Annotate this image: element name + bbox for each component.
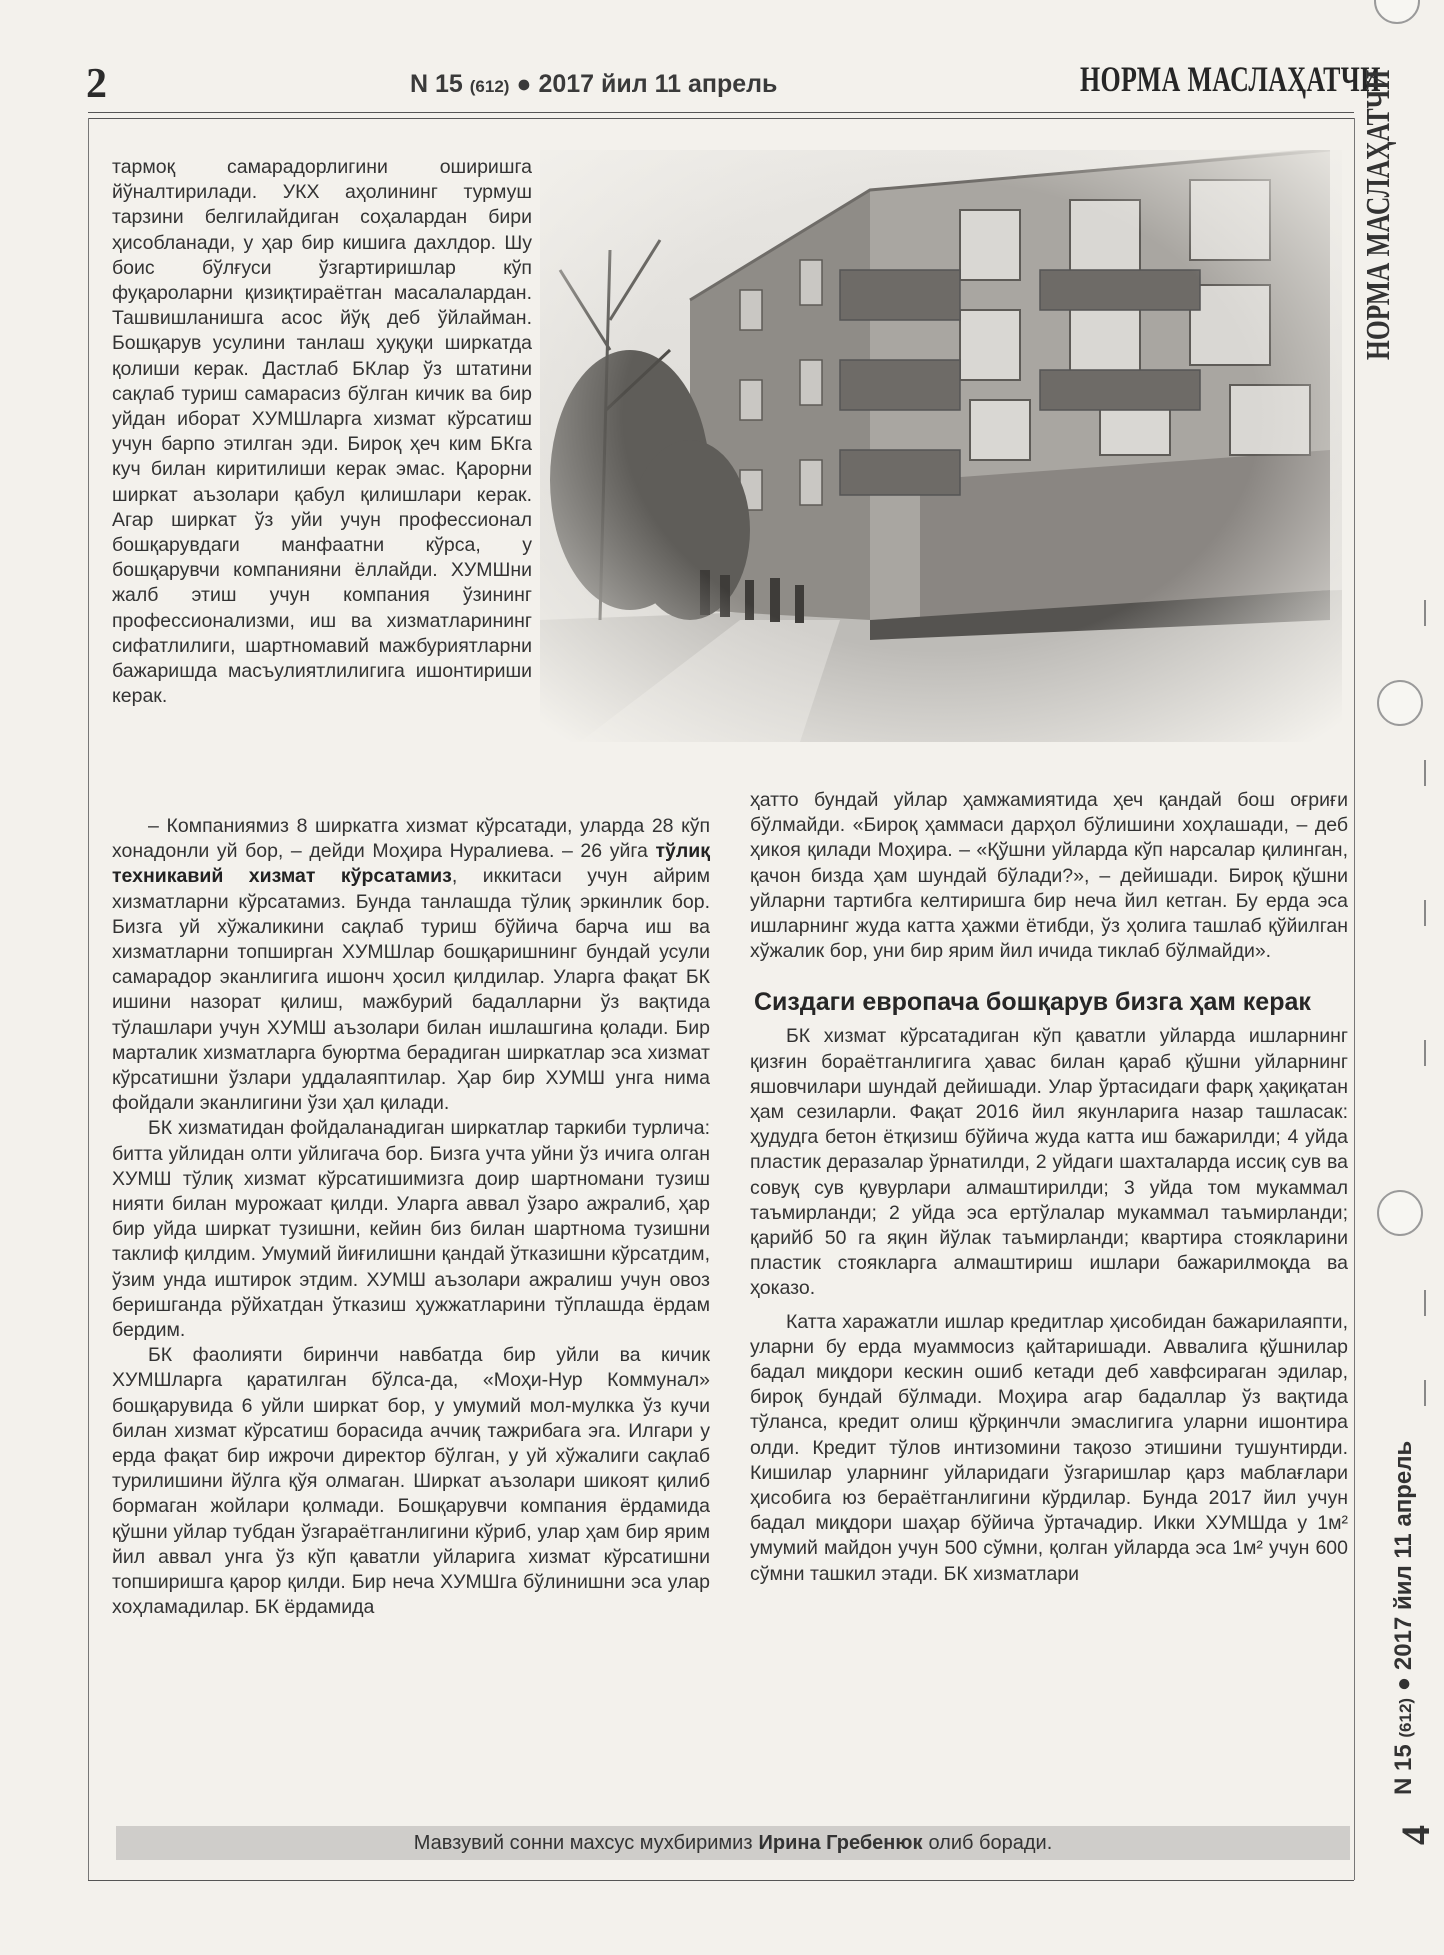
left-border <box>88 118 89 1880</box>
correspondent-name: Ирина Гребенюк <box>758 1831 923 1854</box>
header-rule <box>88 112 1354 113</box>
issue-date: ● 2017 йил 11 апрель <box>516 70 778 98</box>
issue-line <box>410 70 777 99</box>
article-paragraph <box>112 814 710 1116</box>
side-dash <box>1424 1040 1426 1066</box>
article-paragraph: тармоқ самарадорлигини оширишга йўналтирилади. УКХ аҳолининг турмуш тарзини белгилайдиган соҳалардан бири ҳисобланади, у ҳар бир кишига дахлдор. Шу боис бўлғуси ўзгартиришлар кўп фуқароларни қизиқтираётган масалалардан. Ташвишланишга асос йўқ деб ўйлайман. Бошқарув усулини танлаш ҳуқуқи ширкатда қолиши керак. Дастлаб БКлар ўз штатини сақлаб туриш самарасиз бўлган кичик ва бир уйдан иборат ХУМШларга хизмат кўрсатиш учун барпо этилган эди. Бироқ ҳеч ким БКга куч билан киритилиши керак эмас. Қарорни ширкат аъзолари қабул қилишлари керак. Агар ширкат ўз уйи учун профессионал бошқарувдаги манфаатни кўрса, у бошқарувчи компанияни ёллайди. ХУМШни жалб этиш учун компания ўзининг профессионализми, иш ва хизматларининг сифатлилиги, шартномавий мажбуриятларни бажаришда масъулиятлилигига ишонтириши керак. <box>112 156 532 708</box>
article-column-left <box>112 814 710 1621</box>
punch-hole-middle <box>1377 680 1423 726</box>
issue-number: N 15 <box>410 70 463 98</box>
article-column-right <box>750 788 1348 1587</box>
side-issue-serial: (612) <box>1396 1697 1415 1738</box>
side-dash <box>1424 1380 1426 1406</box>
article-paragraph: Катта харажатли ишлар кредитлар ҳисобидан бажарилаяпти, уларни бу ерда муаммосиз қайтаришади. Аввалига қўшнилар бадал миқдори кескин ошиб кетади деб хавфсираган эдилар, бироқ бундай бўлмади. Моҳира агар бадаллар ўз вақтида тўланса, кредит олиш қўрқинчли эмаслигига уларни ишонтира олди. Кредит тўлов интизомини тақозо этишини тушунтирди. Кишилар уларнинг уйларидаги ўзгаришлар қарз маблағлари ҳисобига юз бераётганлигини кўрдилар. Бунда 2017 йил учун бадал миқдори шаҳар бўйича ўртачадир. Икки ХУМШда у 1м² умумий майдон учун 500 сўмни, қолган уйларда эса 1м² учун 600 сўмни ташкил этади. БК хизматлари <box>750 1310 1348 1585</box>
article-column-top <box>112 155 532 709</box>
bottom-rule <box>88 1880 1354 1881</box>
side-page-number: 4 <box>1393 1825 1438 1845</box>
side-issue-date: ● 2017 йил 11 апрель <box>1390 1440 1417 1692</box>
side-issue-number: N 15 <box>1390 1744 1417 1795</box>
newspaper-masthead: НОРМА МАСЛАҲАТЧИ <box>1080 59 1381 99</box>
apartment-building-photo <box>540 150 1342 742</box>
article-paragraph: БК фаолияти биринчи навбатда бир уйли ва кичик ХУМШларга қаратилган бўлса-да, «Моҳи-Нур Коммунал» бошқарувида 6 уйли ширкат бор, у умумий мол-мулкка ўз кучи билан хизмат кўрсатиш борасида аччиқ тажрибага эга. Илгари у ерда фақат бир ижрочи директор бўлган, у уй хўжалиги сақлаб турилишини йўлга қўя олмаган. Ширкат аъзолари шикоят қилиб бормаган жойлари қолмади. Бошқарувчи компания ёрдамида қўшни уйлар тубдан ўзгараётганлигини кўриб, улар ҳам бир ярим йил аввал унга ўз кўп қаватли уйларига хизмат кўрсатишни топширишга қарор қилди. Бир неча ХУМШга бўлинишни эса улар хоҳламадилар. БК ёрдамида <box>112 1344 710 1619</box>
bold-phrase: тўлиқ техникавий хизмат кўрсатамиз <box>112 840 710 888</box>
footer-text: олиб боради. <box>928 1831 1053 1854</box>
text-run: , иккитаси учун айрим хизматларни кўрсатамиз. Бунда танлашда тўлиқ эркинлик бор. Бизга уй хўжаликини сақлаб туриш бўйича барча иш ва хизматларни топширган ХУМШлар бошқаришнинг бундай усули самарадор эканлигига ишонч ҳосил қилдилар. Уларга фақат БК ишини назорат қилиш, мажбурий бадалларни ўз вақтида тўлашлари учун ХУМШ аъзолари билан ишлашгина қолади. Бир марталик хизматларга буюртма берадиган ширкатлар эса хизмат кўрсатишни ўзлари уддалаяптилар. Ҳар бир ХУМШ унга нима фойдали эканлигини ўзи ҳал қилади. <box>112 865 710 1115</box>
page-number: 2 <box>86 61 107 107</box>
article-paragraph: ҳатто бундай уйлар ҳамжамиятида ҳеч қандай бош оғриғи бўлмайди. «Бироқ ҳаммаси дарҳол бўлишини хоҳлашади, – деб ҳикоя қилади Моҳира. – «Қўшни уйларда кўп нарсалар қилинган, қачон бизда ҳам шундай бўлади?», – дейишади. Бироқ қўшни уйларни тартибга келтиришга бир неча йил кетган. Бу ерда эса ишларнинг жуда катта ҳажми ётибди, ўз ҳолига ташлаб қўйилган хўжалик бор, уни бир ярим йил ичида тиклаб бўлмайди». <box>750 789 1348 963</box>
side-issue-line <box>1390 1441 1418 1795</box>
side-dash <box>1424 760 1426 786</box>
footer-credit <box>116 1826 1350 1860</box>
right-border <box>1354 118 1355 1880</box>
text-run: – Компаниямиз 8 ширкатга хизмат кўрсатади, уларда 28 кўп хонадонли уй бор, – дейди Моҳира Нуралиева. – 26 уйга <box>112 815 710 863</box>
side-dash <box>1424 600 1426 626</box>
article-paragraph: БК хизмат кўрсатадиган кўп қаватли уйларда ишларнинг қизғин бораётганлигига ҳавас билан қараб қўшни уйларнинг яшовчилари шундай дейишади. Улар ўртасидаги фарқ ҳақиқатан ҳам сезиларли. Фақат 2016 йил якунларига назар ташласак: ҳудудга бетон ётқизиш бўйича жуда катта иш бажарилди; 4 уйда пластик деразалар ўрнатилди, 2 уйдаги шахталарда иссиқ сув ва совуқ сув қувурлари алмаштирилди; 3 уйда том мукаммал таъмирланди; 2 уйда эса ертўлалар мукаммал таъмирланди; қарийб 50 га яқин йўлак таъмирланди; квартира стоякларини пластик стоякларга алмаштириш ишлари бажарилмоқда ва ҳоказо. <box>750 1025 1348 1300</box>
article-paragraph: БК хизматидан фойдаланадиган ширкатлар таркиби турлича: битта уйлидан олти уйлигача бор. Бизга учта уйни ўз ичига олган ХУМШ тўлиқ хизмат кўрсатишимизга доир шартномани тузиш нияти билан мурожаат қилди. Уларга аввал ўзаро ажралиб, ҳар бир уйда ширкат тузишни, кейин биз билан шартнома тузишни таклиф қилдим. Умумий йиғилишни қандай ўтказишни кўрсатдим, ўзим унда иштирок этдим. ХУМШ аъзолари ажралиш учун овоз беришганда рўйхатдан ўтказиш ҳужжатларини тўплашда ёрдам бердим. <box>112 1117 710 1342</box>
side-dash <box>1424 900 1426 926</box>
header-rule-thin <box>88 118 1354 119</box>
side-dash <box>1424 1290 1426 1316</box>
issue-serial: (612) <box>469 77 510 96</box>
punch-hole-top <box>1374 0 1420 24</box>
section-subheading: Сиздаги европача бошқарув бизга ҳам керак <box>754 988 1311 1017</box>
punch-hole-lower <box>1377 1190 1423 1236</box>
side-masthead: НОРМА МАСЛАҲАТЧИ <box>1360 69 1397 360</box>
footer-text: Мавзувий сонни махсус мухбиримиз <box>413 1831 753 1854</box>
